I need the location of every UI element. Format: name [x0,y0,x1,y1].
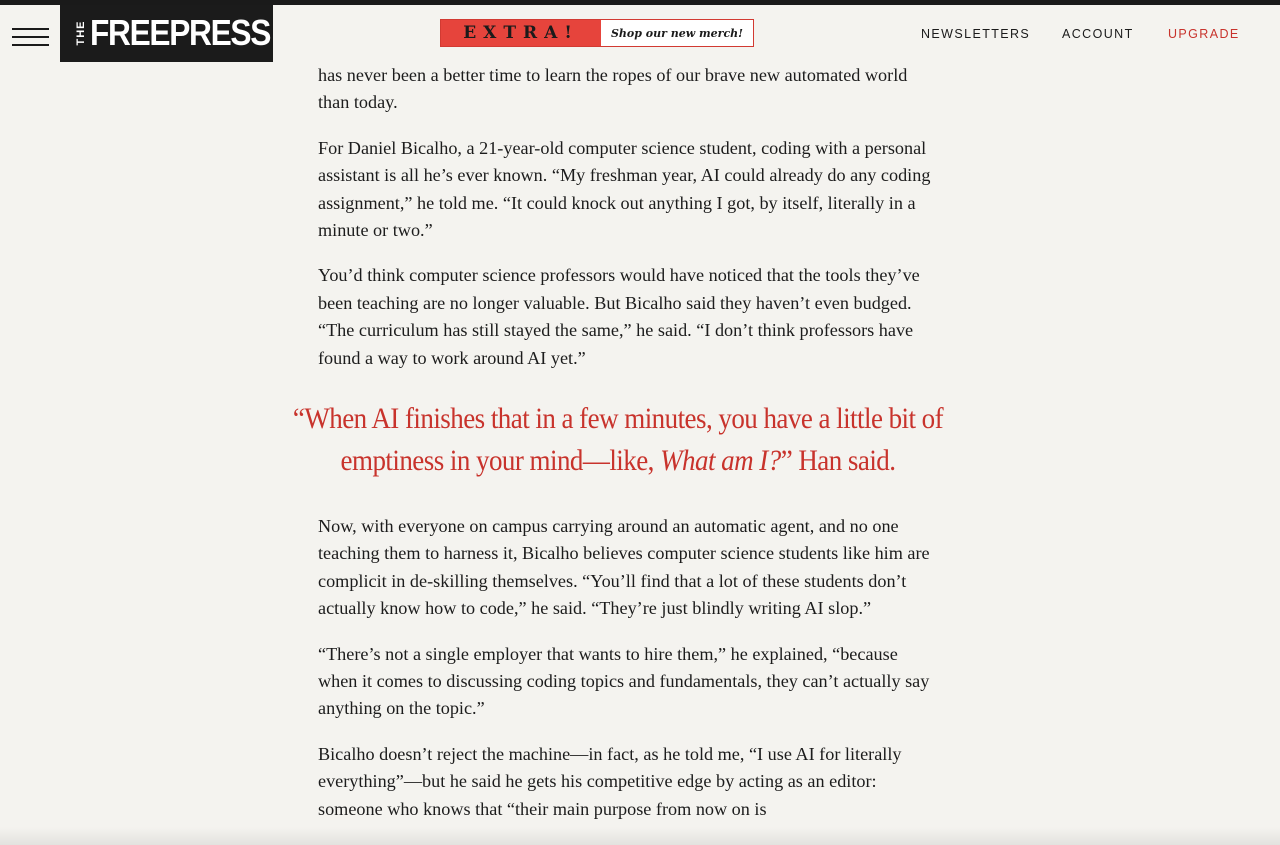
article-body-bottom [318,513,938,841]
promo-extra-label: EXTRA! [441,20,601,46]
nav-upgrade-link[interactable]: UPGRADE [1168,27,1240,41]
site-header [0,5,1280,63]
article-paragraph: “There’s not a single employer that wants to hire them,” he explained, “because when it comes to discussing coding topics and fundamentals, they can’t actually say anything on the topic.” [318,643,930,719]
nav-newsletters-link[interactable]: NEWSLETTERS [921,27,1031,41]
pull-quote-text-end: ” Han said. [780,444,896,477]
pull-quote-emphasis: What am I? [660,444,781,477]
pull-quote-text-start: “When AI finishes that in a few minutes, you have a little bit of emptiness in your mind—like, [292,402,944,477]
merch-promo-banner[interactable] [440,19,754,47]
pull-quote [242,398,994,482]
article-paragraph: has never been a better time to learn the ropes of our brave new automated world than today. [318,65,908,113]
article-paragraph: Now, with everyone on campus carrying around an automatic agent, and no one teaching them to harness it, Bicalho believes computer science students like him are complicit in de-skilling themselves. “You’ll find that a lot of these students don’t actually know how to code,” he said. “They’re just blindly writing AI slop.” [318,516,930,619]
logo-the-text: THE [75,20,87,46]
nav-account-link[interactable]: ACCOUNT [1062,27,1134,41]
hamburger-menu-icon[interactable] [12,28,49,46]
article-paragraph: For Daniel Bicalho, a 21-year-old computer science student, coding with a personal assistant is all he’s ever known. “My freshman year, AI could already do any coding assignment,” he told me. “It could knock out anything I got, by itself, literally in a minute or two.” [318,137,931,241]
article-body-top [318,62,938,390]
promo-merch-link: Shop our new merch! [610,26,743,40]
article-paragraph: Bicalho doesn’t reject the machine—in fact, as he told me, “I use AI for literally everything”—but he said he gets his competitive edge by acting as an editor: someone who knows that “their main purpose from now on is [318,743,902,819]
article-paragraph: You’d think computer science professors would have noticed that the tools they’ve been teaching are no longer valuable. But Bicalho said they haven’t even budged. “The curriculum has still stayed the same,” he said. “I don’t think professors have found a way to work around AI yet.” [318,265,920,368]
logo-freepress-text: FREEPRESS [90,12,271,53]
site-logo[interactable] [60,5,273,62]
